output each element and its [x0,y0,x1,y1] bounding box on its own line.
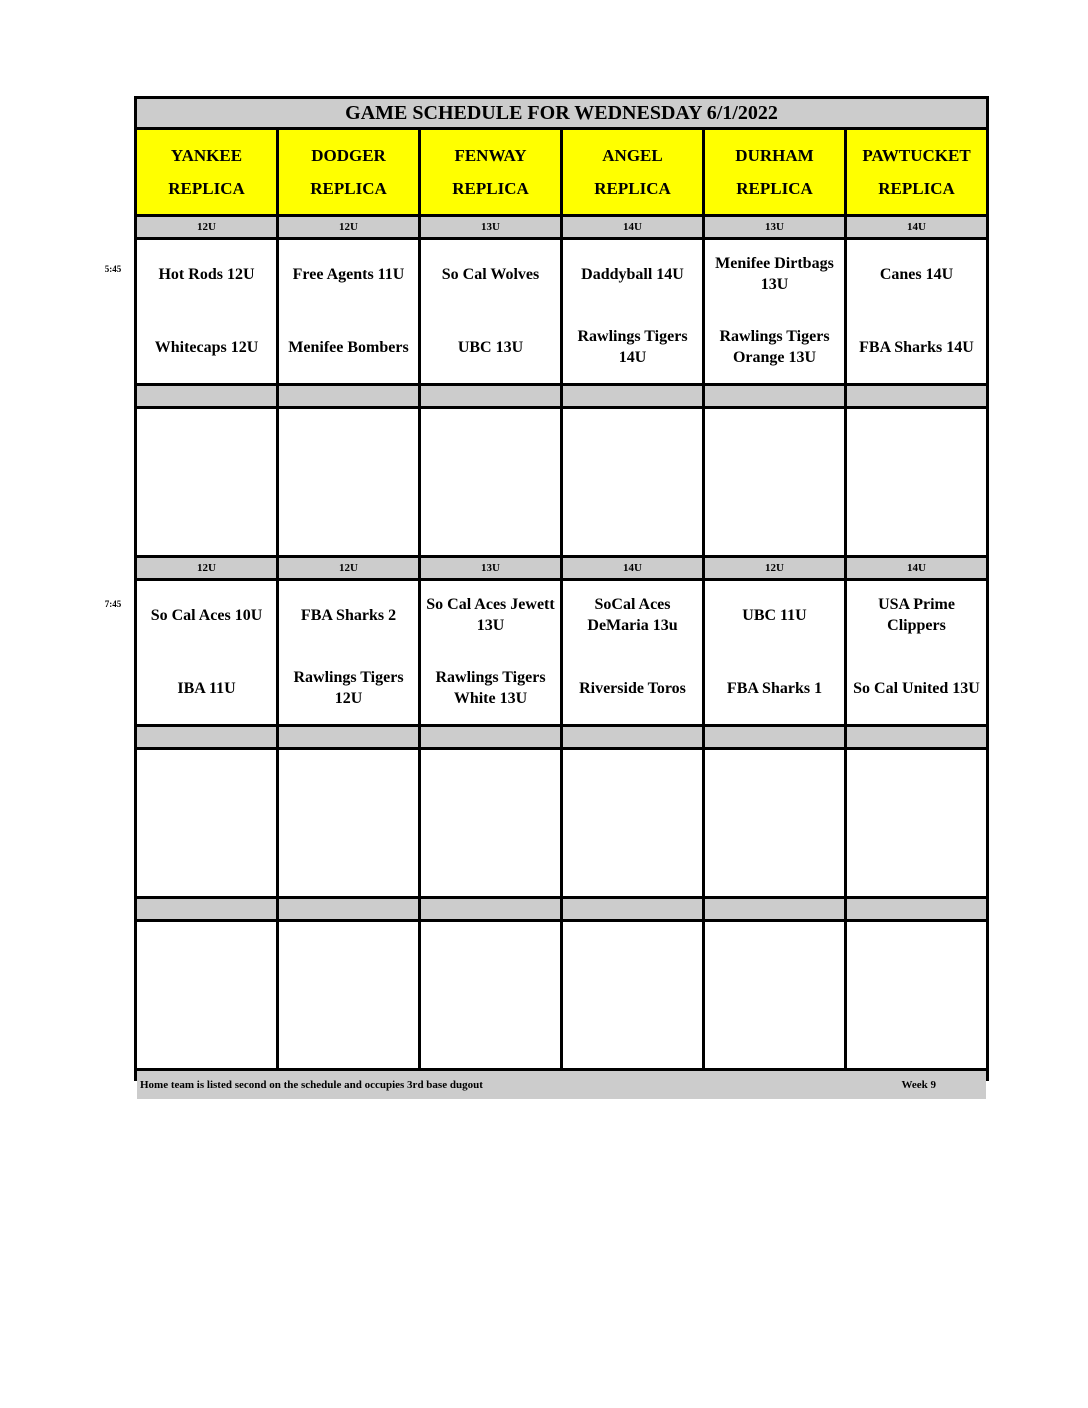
away-team: Hot Rods 12U [158,265,255,283]
division-label-empty [705,386,844,406]
empty-game-cell [705,922,844,1068]
division-label-empty [563,727,702,747]
division-label: 12U [279,558,418,578]
division-label: 12U [137,217,276,237]
field-name: FENWAY [454,145,527,165]
home-team: Whitecaps 12U [154,338,259,356]
division-label-empty [421,386,560,406]
game-cell [137,240,276,383]
field-type: REPLICA [878,178,955,198]
empty-game-cell [563,409,702,555]
away-team: SoCal Aces DeMaria 13u [587,596,678,634]
game-cell [421,581,560,724]
empty-game-cell [563,750,702,896]
home-team: Riverside Toros [579,679,686,697]
field-name: PAWTUCKET [862,145,971,165]
away-team: FBA Sharks 2 [300,606,397,624]
game-cell [421,240,560,383]
empty-game-cell [137,409,276,555]
field-header [279,130,418,214]
division-label: 14U [563,558,702,578]
game-cell [279,581,418,724]
division-label-empty [563,899,702,919]
division-label-empty [421,899,560,919]
away-team: So Cal Aces 10U [150,606,263,624]
division-label: 13U [421,217,560,237]
empty-game-cell [847,922,986,1068]
field-name: DURHAM [735,145,814,165]
home-team: IBA 11U [177,679,236,697]
empty-game-cell [279,750,418,896]
away-team: USA Prime Clippers [878,596,955,634]
field-type: REPLICA [452,178,529,198]
away-team: Canes 14U [879,265,954,283]
away-team: UBC 11U [742,606,807,624]
division-label-empty [563,386,702,406]
away-team: Free Agents 11U [292,265,405,283]
field-name: DODGER [311,145,386,165]
away-team: So Cal Aces Jewett 13U [426,596,555,634]
game-cell [563,581,702,724]
division-label-empty [279,386,418,406]
division-label-empty [137,727,276,747]
game-cell [705,240,844,383]
home-team: Menifee Bombers [288,338,409,356]
division-label-empty [847,727,986,747]
empty-game-cell [705,409,844,555]
time-label-slot-2: 7:45 [104,599,122,609]
home-team-note: Home team is listed second on the schedule and occupies 3rd base dugout [140,1079,483,1091]
empty-game-cell [847,409,986,555]
empty-game-cell [279,922,418,1068]
home-team: Rawlings Tigers 12U [293,669,404,707]
game-cell [705,581,844,724]
game-cell [137,581,276,724]
division-label-empty [421,727,560,747]
game-cell [563,240,702,383]
field-type: REPLICA [594,178,671,198]
division-label: 12U [705,558,844,578]
away-team: Daddyball 14U [581,265,684,283]
away-team: So Cal Wolves [441,265,540,283]
empty-game-cell [847,750,986,896]
home-team: Rawlings Tigers Orange 13U [719,328,830,366]
division-label: 14U [563,217,702,237]
home-team: UBC 13U [457,338,524,356]
field-type: REPLICA [736,178,813,198]
empty-game-cell [421,922,560,1068]
division-label: 14U [847,558,986,578]
field-header [421,130,560,214]
division-label-empty [705,727,844,747]
division-label-empty [137,899,276,919]
schedule-table [134,96,989,1091]
week-label: Week 9 [901,1079,936,1091]
division-label: 12U [137,558,276,578]
field-type: REPLICA [168,178,245,198]
division-label-empty [847,899,986,919]
home-team: Rawlings Tigers 14U [577,328,688,366]
field-header [563,130,702,214]
division-label: 14U [847,217,986,237]
empty-game-cell [563,922,702,1068]
schedule-footer [137,1071,986,1099]
division-label: 13U [421,558,560,578]
field-name: YANKEE [170,145,243,165]
field-name: ANGEL [602,145,663,165]
empty-game-cell [137,922,276,1068]
field-type: REPLICA [310,178,387,198]
empty-game-cell [279,409,418,555]
division-label-empty [279,899,418,919]
home-team: So Cal United 13U [853,679,980,697]
home-team: Rawlings Tigers White 13U [435,669,546,707]
empty-game-cell [137,750,276,896]
game-cell [279,240,418,383]
division-label: 12U [279,217,418,237]
empty-game-cell [421,750,560,896]
division-label-empty [705,899,844,919]
schedule-title: GAME SCHEDULE FOR WEDNESDAY 6/1/2022 [137,99,986,127]
empty-game-cell [705,750,844,896]
time-label-slot-1: 5:45 [104,264,122,274]
division-label: 13U [705,217,844,237]
division-label-empty [279,727,418,747]
game-cell [847,581,986,724]
game-cell [847,240,986,383]
division-label-empty [137,386,276,406]
away-team: Menifee Dirtbags 13U [715,255,834,293]
home-team: FBA Sharks 1 [726,679,823,697]
empty-game-cell [421,409,560,555]
field-header [705,130,844,214]
field-header [137,130,276,214]
field-header [847,130,986,214]
division-label-empty [847,386,986,406]
home-team: FBA Sharks 14U [859,338,974,356]
